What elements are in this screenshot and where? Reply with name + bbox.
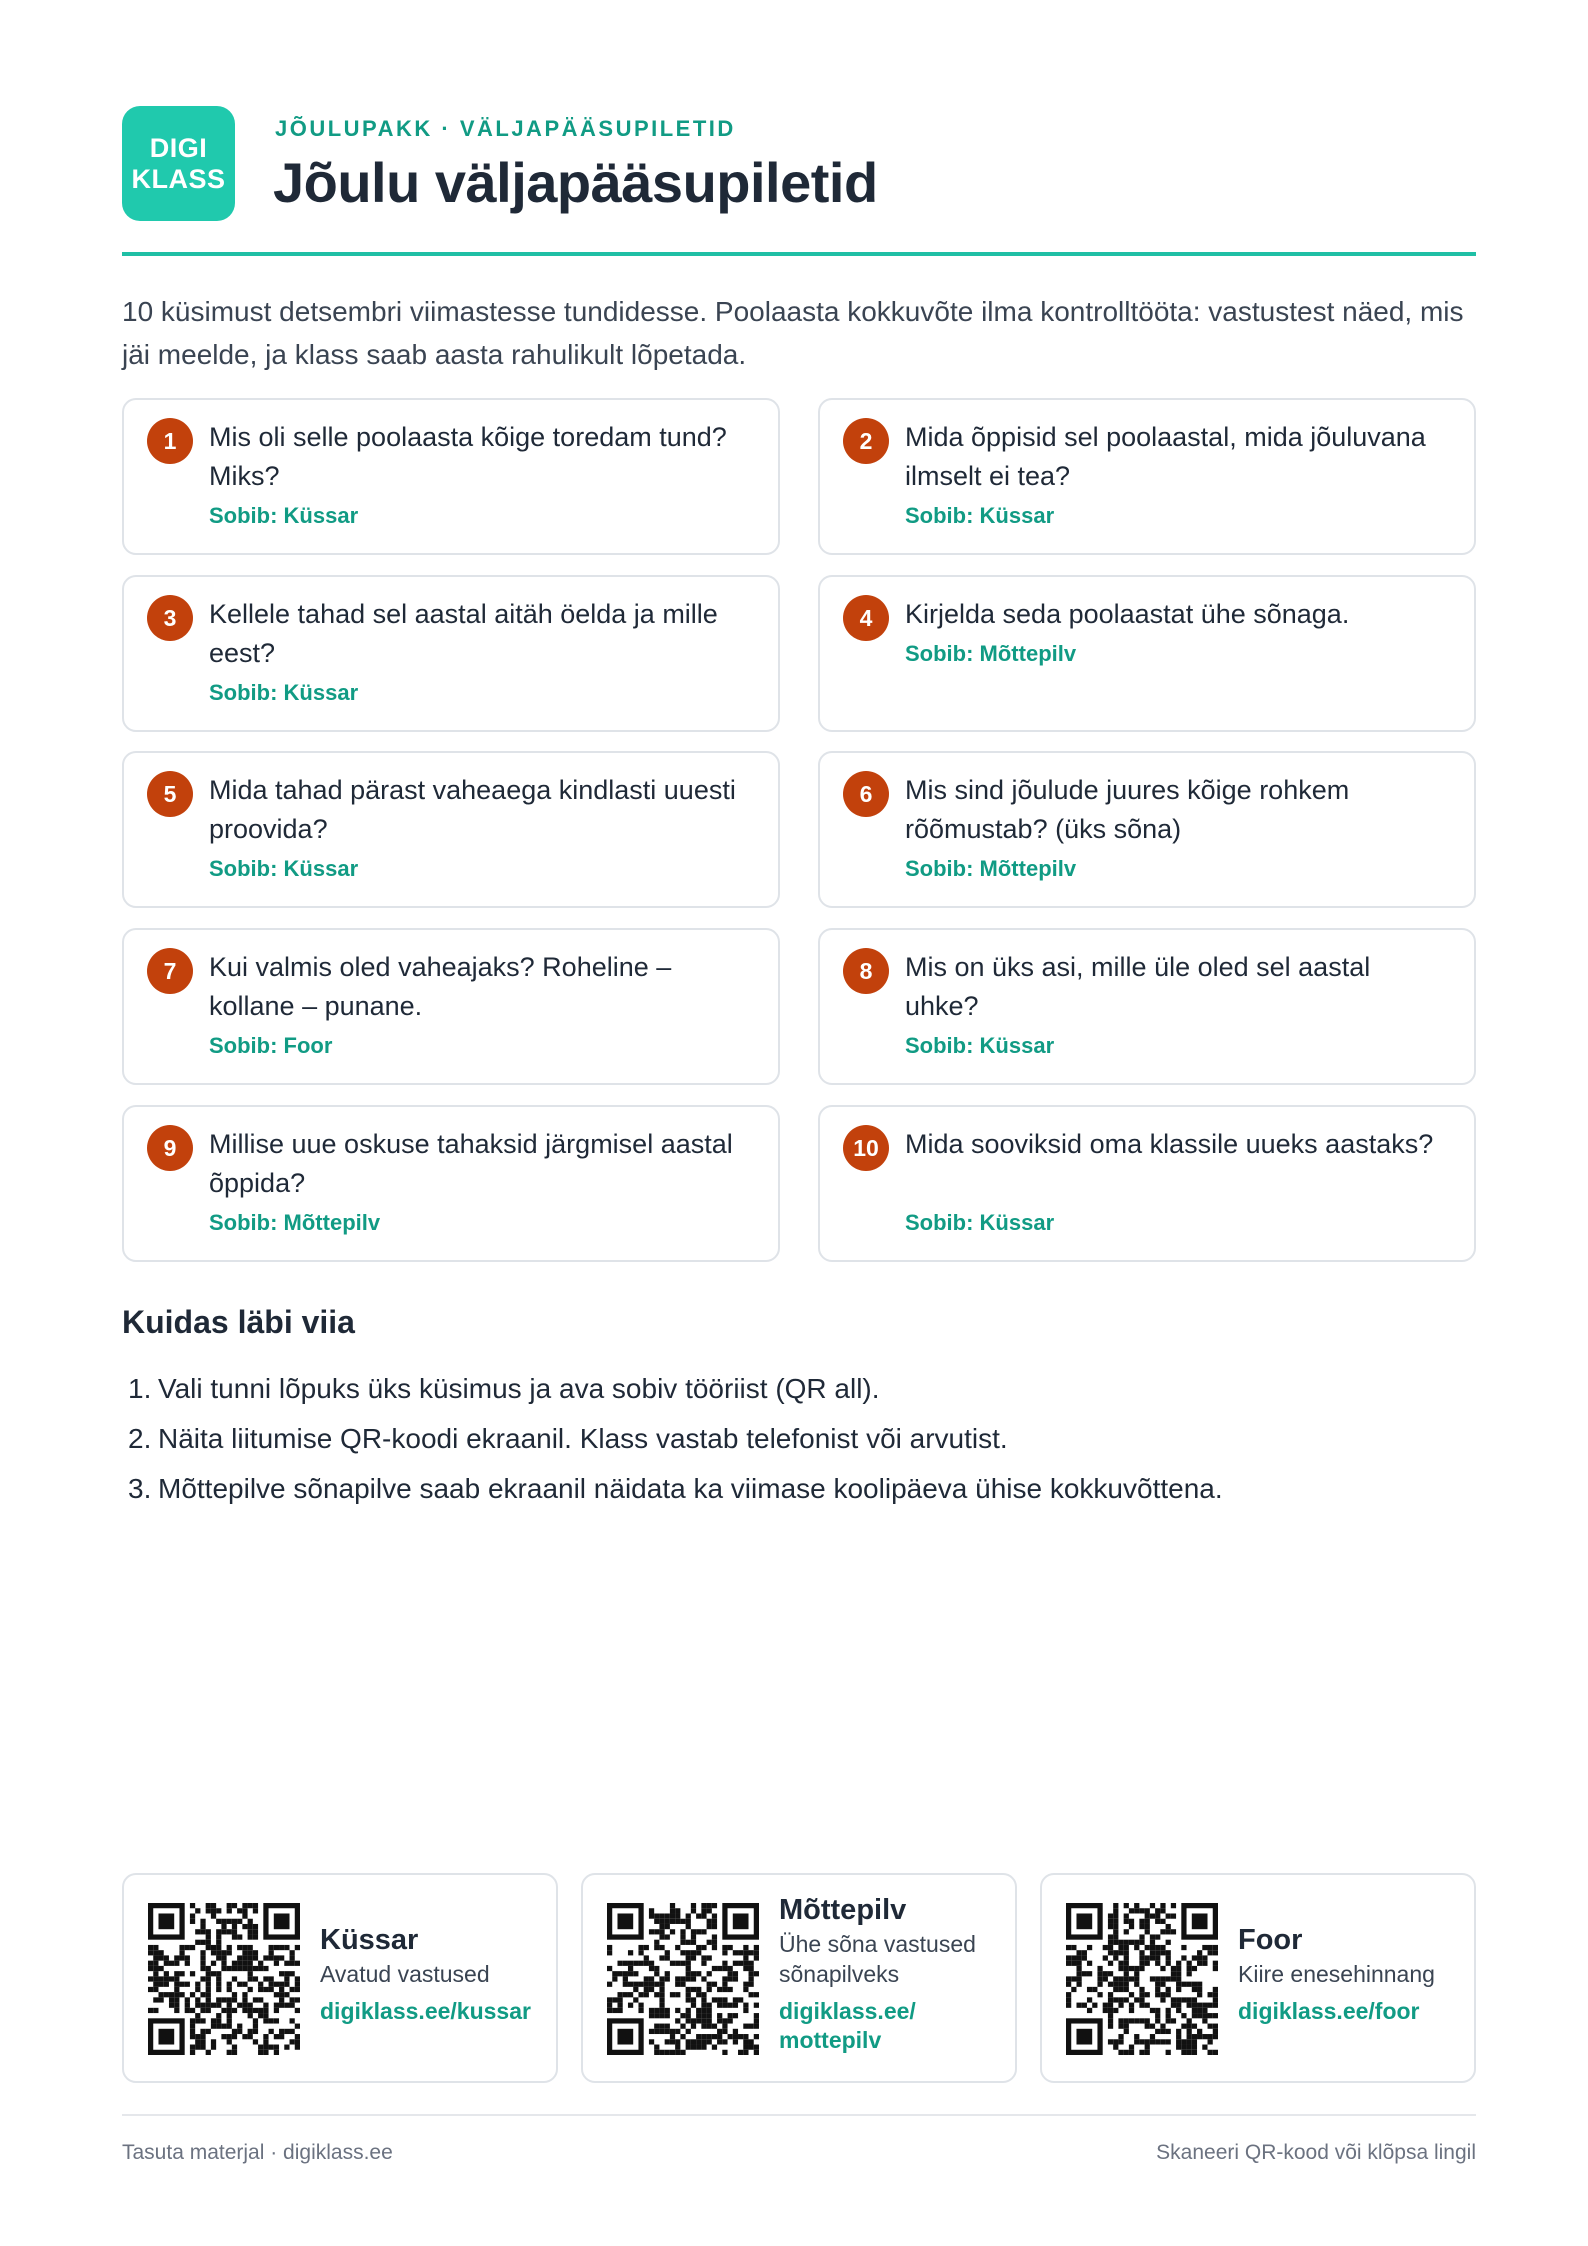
- howto-title: Kuidas läbi viia: [122, 1304, 355, 1340]
- tool-fit-label: Sobib: Mõttepilv: [905, 641, 1077, 666]
- question-card: [122, 751, 780, 908]
- qr-code-icon[interactable]: [1066, 1903, 1218, 2055]
- question-text: Mida tahad pärast vaheaega kindlasti uuesti proovida?: [209, 775, 736, 844]
- tool-link[interactable]: digiklass.ee/kussar: [320, 1998, 531, 2024]
- tool-info: [779, 1893, 976, 2055]
- tool-link-line1: digiklass.ee/: [779, 1998, 916, 2024]
- tool-fit-label: Sobib: Küssar: [905, 1210, 1055, 1235]
- step-text: Näita liitumise QR-koodi ekraanil. Klass vastab telefonist või arvutist.: [158, 1423, 1008, 1454]
- qr-code-icon[interactable]: [607, 1903, 759, 2055]
- howto-step: [128, 1414, 1468, 1464]
- tool-card-kussar[interactable]: [122, 1873, 558, 2083]
- tool-link[interactable]: digiklass.ee/foor: [1238, 1998, 1420, 2024]
- step-number: 1.: [128, 1373, 152, 1404]
- header: [122, 106, 1476, 256]
- tool-card-mottepilv[interactable]: [581, 1873, 1017, 2083]
- question-card: [818, 398, 1476, 555]
- tool-fit-label: Sobib: Mõttepilv: [209, 1210, 381, 1235]
- question-text: Mida sooviksid oma klassile uueks aastaks?: [905, 1129, 1434, 1159]
- tool-fit-label: Sobib: Küssar: [209, 503, 359, 528]
- question-card: [818, 928, 1476, 1085]
- question-number-badge: 10: [843, 1125, 889, 1171]
- question-number-badge: 9: [147, 1125, 193, 1171]
- question-card: [122, 928, 780, 1085]
- tool-fit-label: Sobib: Foor: [209, 1033, 333, 1058]
- step-text: Vali tunni lõpuks üks küsimus ja ava sobiv tööriist (QR all).: [158, 1373, 880, 1404]
- question-text: Mida õppisid sel poolaastal, mida jõuluvana ilmselt ei tea?: [905, 422, 1426, 491]
- step-number: 2.: [128, 1423, 152, 1454]
- qr-code-icon[interactable]: [148, 1903, 300, 2055]
- question-card: [818, 575, 1476, 732]
- footer-divider: [122, 2114, 1476, 2116]
- logo-line2: KLASS: [131, 163, 226, 194]
- question-number-badge: 8: [843, 948, 889, 994]
- tool-name: Foor: [1238, 1924, 1303, 1956]
- tool-fit-label: Sobib: Küssar: [905, 503, 1055, 528]
- question-text: Kui valmis oled vaheajaks? Roheline – kollane – punane.: [209, 952, 672, 1021]
- tool-description-line1: Ühe sõna vastused: [779, 1931, 976, 1957]
- digiklass-logo: [122, 106, 235, 221]
- footer-right: Skaneeri QR-kood või klõpsa lingil: [1156, 2141, 1476, 2164]
- tool-fit-label: Sobib: Küssar: [209, 680, 359, 705]
- question-text: Mis oli selle poolaasta kõige toredam tund? Miks?: [209, 422, 727, 491]
- question-card: [122, 575, 780, 732]
- tool-fit-label: Sobib: Küssar: [209, 856, 359, 881]
- logo-line1: DIGI: [149, 132, 208, 163]
- question-text: Mis sind jõulude juures kõige rohkem rõõmustab? (üks sõna): [905, 775, 1350, 844]
- question-number-badge: 2: [843, 418, 889, 464]
- tool-name: Mõttepilv: [779, 1894, 907, 1926]
- step-number: 3.: [128, 1473, 152, 1504]
- tool-info: [320, 1923, 531, 2026]
- intro-text: 10 küsimust detsembri viimastesse tundidesse. Poolaasta kokkuvõte ilma kontrolltööta: vastustest näed, mis jäi meelde, ja klass saab aasta rahulikult lõpetada.: [122, 296, 1464, 370]
- tool-fit-label: Sobib: Küssar: [905, 1033, 1055, 1058]
- tool-card-foor[interactable]: [1040, 1873, 1476, 2083]
- question-card: [122, 398, 780, 555]
- eyebrow: JÕULUPAKK · VÄLJAPÄÄSUPILETID: [275, 116, 736, 141]
- tool-description-line2: sõnapilveks: [779, 1961, 900, 1987]
- question-card: [818, 1105, 1476, 1262]
- tool-link[interactable]: [779, 1997, 976, 2055]
- howto-steps: [128, 1364, 1468, 1514]
- footer-left: Tasuta materjal · digiklass.ee: [122, 2141, 393, 2164]
- question-text: Millise uue oskuse tahaksid järgmisel aastal õppida?: [209, 1129, 733, 1198]
- tool-info: [1238, 1923, 1435, 2026]
- tool-description: Avatud vastused: [320, 1961, 490, 1987]
- question-number-badge: 1: [147, 418, 193, 464]
- question-number-badge: 5: [147, 771, 193, 817]
- tool-fit-label: Sobib: Mõttepilv: [905, 856, 1077, 881]
- tool-description: [779, 1929, 976, 1989]
- question-text: Mis on üks asi, mille üle oled sel aastal uhke?: [905, 952, 1371, 1021]
- step-text: Mõttepilve sõnapilve saab ekraanil näidata ka viimase koolipäeva ühise kokkuvõttena.: [158, 1473, 1223, 1504]
- question-text: Kirjelda seda poolaastat ühe sõnaga.: [905, 599, 1350, 629]
- howto-step: [128, 1464, 1468, 1514]
- question-card: [818, 751, 1476, 908]
- question-number-badge: 3: [147, 595, 193, 641]
- howto-step: [128, 1364, 1468, 1414]
- tool-name: Küssar: [320, 1924, 419, 1956]
- question-number-badge: 6: [843, 771, 889, 817]
- page-title: Jõulu väljapääsupiletid: [273, 151, 878, 214]
- tool-link-line2: mottepilv: [779, 2027, 882, 2053]
- question-card: [122, 1105, 780, 1262]
- question-number-badge: 4: [843, 595, 889, 641]
- tool-description: Kiire enesehinnang: [1238, 1961, 1435, 1987]
- worksheet-page: [122, 0, 1476, 2246]
- question-number-badge: 7: [147, 948, 193, 994]
- question-text: Kellele tahad sel aastal aitäh öelda ja mille eest?: [209, 599, 718, 668]
